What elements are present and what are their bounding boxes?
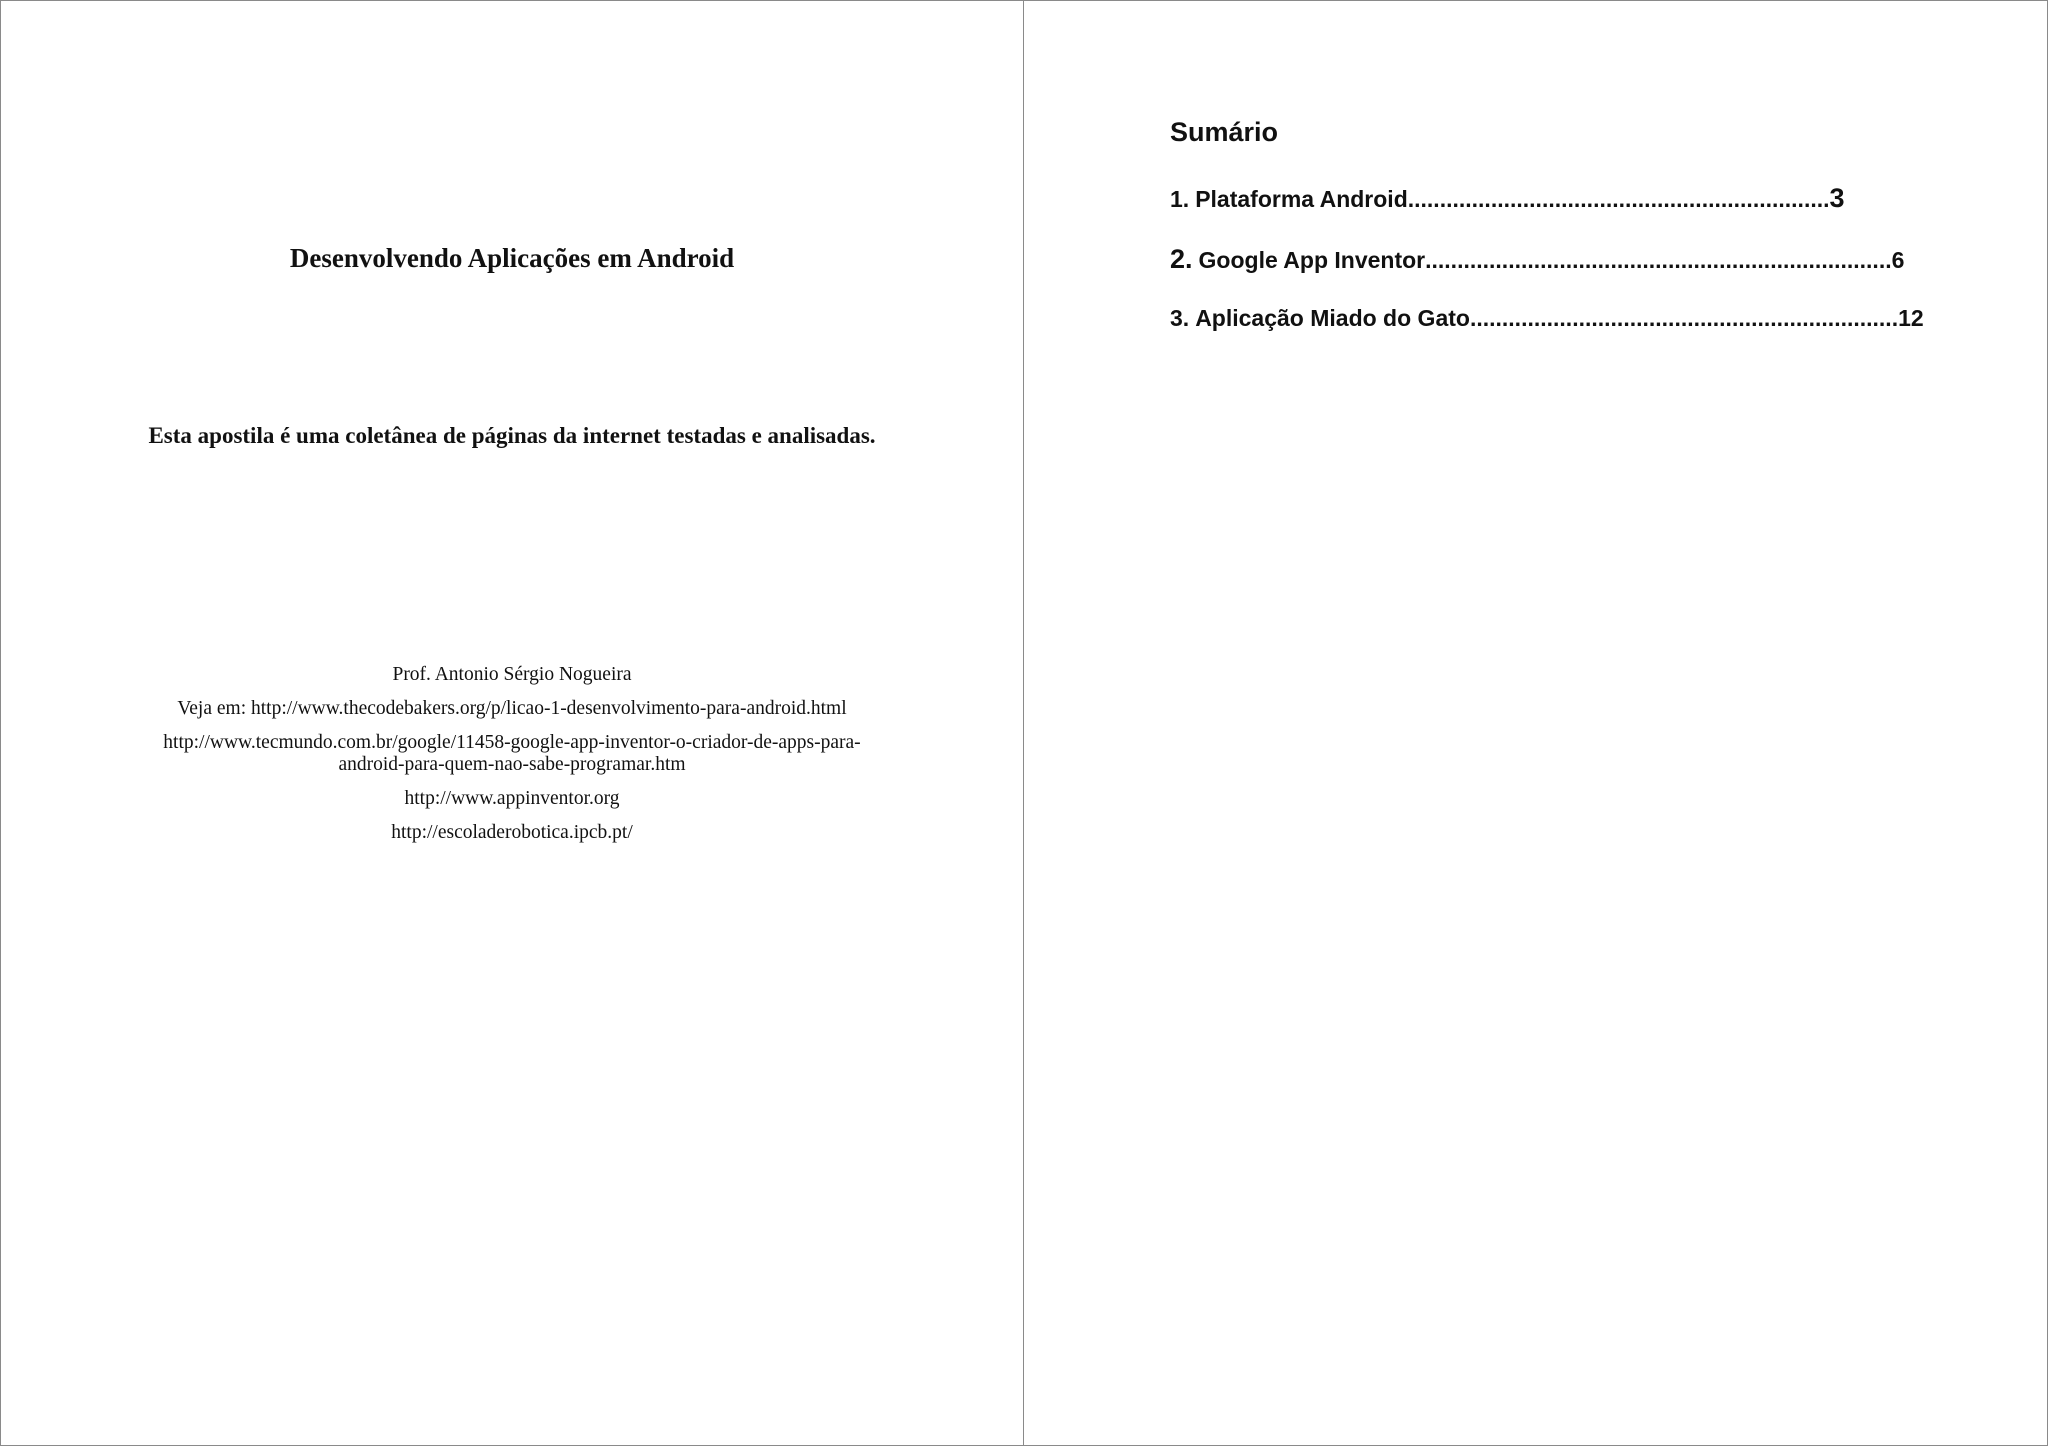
- toc-entry-page: 12: [1898, 305, 1924, 331]
- toc-entry-title: Google App Inventor: [1198, 247, 1426, 273]
- author-name: Prof. Antonio Sérgio Nogueira: [392, 664, 632, 685]
- source-link-escoladerobotica[interactable]: http://escoladerobotica.ipcb.pt/: [391, 822, 633, 843]
- toc-entry-page: 6: [1891, 247, 1905, 273]
- right-page: [1023, 0, 2048, 1446]
- toc-entry-page: 3: [1829, 183, 1845, 213]
- toc-entry-number: 2.: [1170, 244, 1193, 274]
- document-subtitle: Esta apostila é uma coletânea de páginas da internet testadas e analisadas.: [148, 423, 876, 448]
- toc-entry-leader: ..................................................................: [1407, 186, 1830, 212]
- source-link-appinventor[interactable]: http://www.appinventor.org: [404, 788, 620, 809]
- toc-entry-number: 3.: [1170, 305, 1190, 331]
- toc-entry-leader: .........................................................................: [1425, 247, 1892, 273]
- toc-entry-title: Aplicação Miado do Gato: [1195, 305, 1470, 331]
- source-link-tecmundo[interactable]: http://www.tecmundo.com.br/google/11458-google-app-inventor-o-criador-de-apps-para-android-para-quem-nao-sabe-programar.htm: [163, 732, 861, 775]
- toc-entry-number: 1.: [1170, 186, 1190, 212]
- toc-entry-plataforma-android[interactable]: [1170, 183, 1845, 214]
- toc-entry-google-app-inventor[interactable]: [1170, 244, 1904, 275]
- toc-entry-title: Plataforma Android: [1195, 186, 1408, 212]
- credits-block: [0, 664, 1024, 856]
- toc-entry-leader: ...................................................................: [1469, 305, 1899, 331]
- toc-entry-aplicacao-miado-do-gato[interactable]: [1170, 305, 1924, 332]
- toc-heading: Sumário: [1170, 117, 1279, 147]
- document-title: Desenvolvendo Aplicações em Android: [289, 243, 735, 273]
- source-link-thecodebakers[interactable]: Veja em: http://www.thecodebakers.org/p/licao-1-desenvolvimento-para-android.html: [177, 698, 847, 719]
